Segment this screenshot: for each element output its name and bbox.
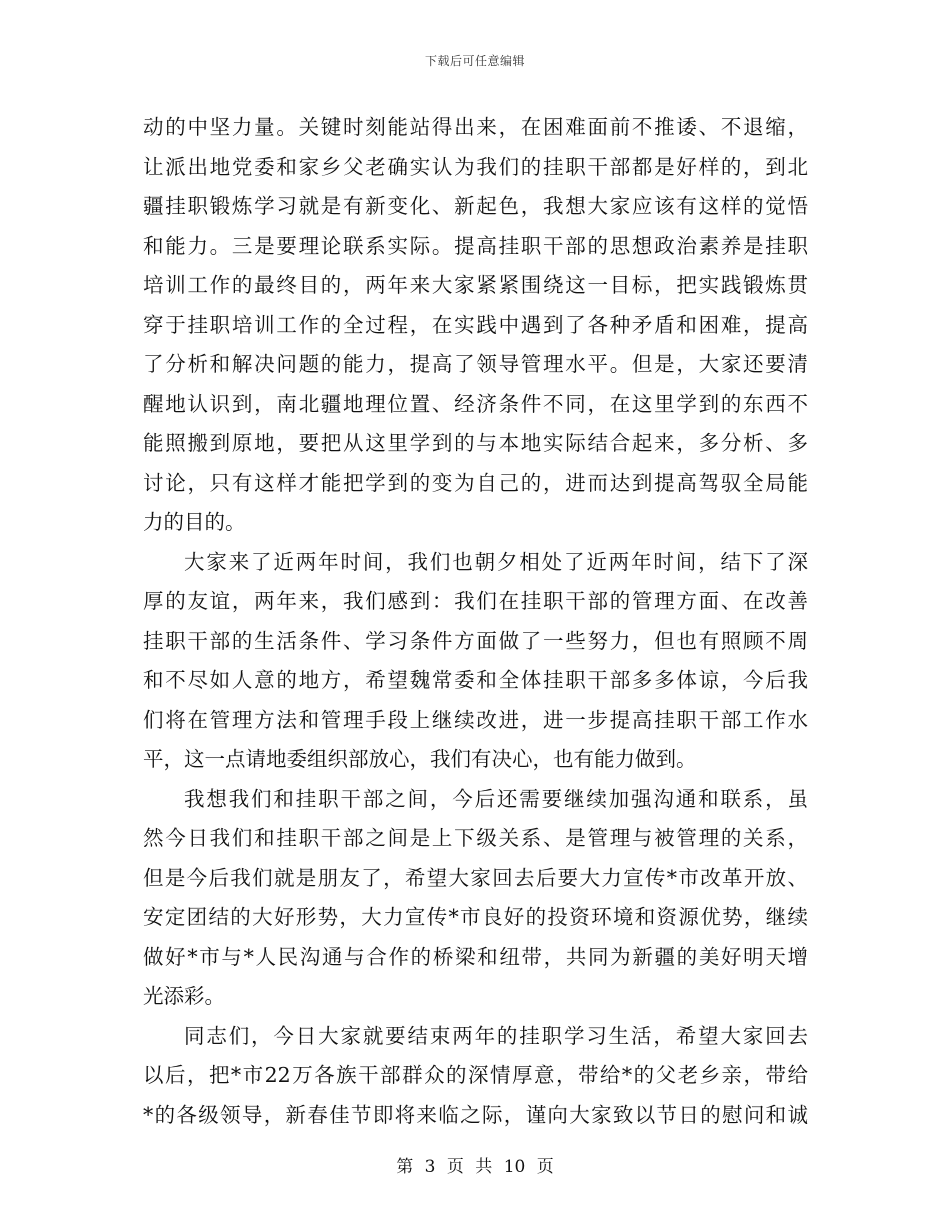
text-line: *的各级领导，新春佳节即将来临之际，谨向大家致以节日的慰问和诚 (143, 1102, 808, 1127)
paragraph (143, 108, 808, 543)
text-line: 然今日我们和挂职干部之间是上下级关系、是管理与被管理的关系， (143, 826, 808, 850)
text-line: 平，这一点请地委组织部放心，我们有决心，也有能力做到。 (143, 747, 697, 771)
text-line: 力的目的。 (143, 510, 246, 534)
text-line: 和不尽如人意的地方，希望魏常委和全体挂职干部多多体谅，今后我 (143, 668, 808, 692)
paragraph (143, 780, 808, 1017)
text-line: 同志们，今日大家就要结束两年的挂职学习生活，希望大家回去 (184, 1023, 808, 1048)
text-line: 光添彩。 (143, 984, 225, 1008)
text-line: 醒地认识到，南北疆地理位置、经济条件不同，在这里学到的东西不 (143, 391, 808, 416)
paragraph (143, 543, 808, 780)
text-line: 厚的友谊，两年来，我们感到：我们在挂职干部的管理方面、在改善 (143, 589, 808, 613)
text-line: 但是今后我们就是朋友了，希望大家回去后要大力宣传*市改革开放、 (143, 865, 808, 890)
text-line: 疆挂职锻炼学习就是有新变化、新起色，我想大家应该有这样的觉悟 (143, 194, 808, 218)
text-line: 以后，把*市22万各族干部群众的深情厚意，带给*的父老乡亲，带给 (143, 1063, 808, 1087)
text-line: 动的中坚力量。关键时刻能站得出来，在困难面前不推诿、不退缩， (143, 115, 808, 139)
text-line: 挂职干部的生活条件、学习条件方面做了一些努力，但也有照顾不周 (143, 628, 808, 653)
page-number-footer: 第 3 页 共 10 页 (396, 1157, 554, 1177)
text-line: 我想我们和挂职干部之间，今后还需要继续加强沟通和联系，虽 (184, 786, 808, 811)
text-line: 大家来了近两年时间，我们也朝夕相处了近两年时间，结下了深 (184, 549, 808, 574)
text-line: 安定团结的大好形势，大力宣传*市良好的投资环境和资源优势，继续 (143, 905, 808, 929)
page-header: 下载后可任意编辑 (424, 54, 525, 68)
text-line: 讨论，只有这样才能把学到的变为自己的，进而达到提高驾驭全局能 (143, 470, 808, 495)
text-line: 了分析和解决问题的能力，提高了领导管理水平。但是，大家还要清 (143, 352, 808, 376)
document-body (143, 108, 808, 1135)
text-line: 培训工作的最终目的，两年来大家紧紧围绕这一目标，把实践锻炼贯 (143, 273, 808, 297)
text-line: 做好*市与*人民沟通与合作的桥梁和纽带，共同为新疆的美好明天增 (143, 944, 808, 969)
text-line: 和能力。三是要理论联系实际。提高挂职干部的思想政治素养是挂职 (143, 233, 808, 258)
text-line: 让派出地党委和家乡父老确实认为我们的挂职干部都是好样的，到北 (143, 154, 808, 179)
text-line: 能照搬到原地，要把从这里学到的与本地实际结合起来，多分析、多 (143, 431, 808, 455)
paragraph (143, 1017, 808, 1136)
text-line: 穿于挂职培训工作的全过程，在实践中遇到了各种矛盾和困难，提高 (143, 312, 808, 337)
text-line: 们将在管理方法和管理手段上继续改进，进一步提高挂职干部工作水 (143, 707, 808, 732)
